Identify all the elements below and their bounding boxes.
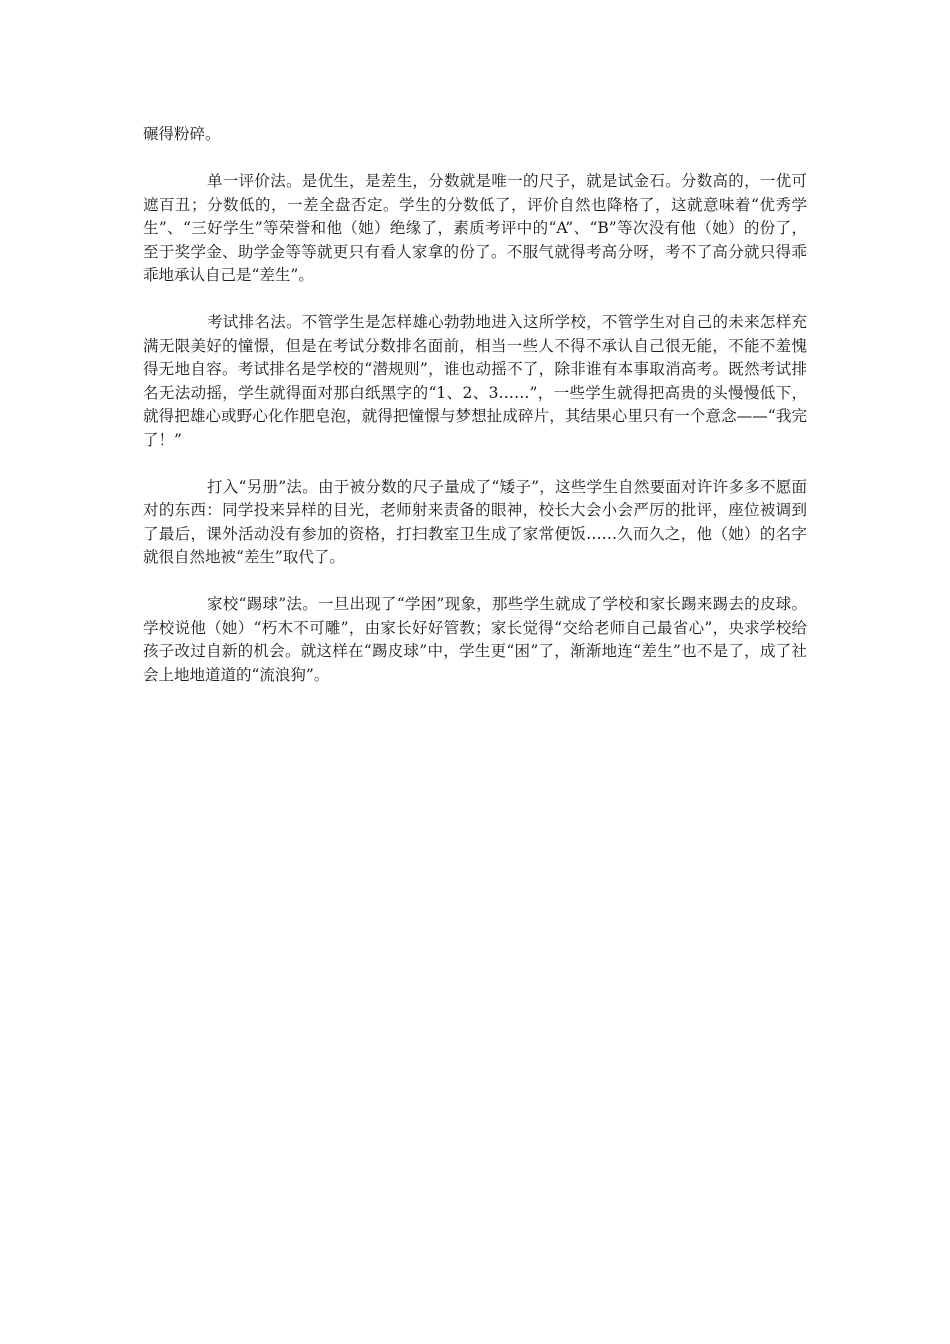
paragraph-single-evaluation: 单一评价法。是优生，是差生，分数就是唯一的尺子，就是试金石。分数高的，一优可遮百丑；分数低的，一差全盘否定。学生的分数低了，评价自然也降格了，这就意味着“优秀学生”、“三好学生”等荣誉和他（她）绝缘了，素质考评中的“A”、“B”等次没有他（她）的份了，至于奖学金、助学金等等就更只有看人家拿的份了。不服气就得考高分呀，考不了高分就只得乖乖地承认自己是“差生”。 [143, 172, 807, 284]
paragraph-kick-ball: 家校“踢球”法。一旦出现了“学困”现象，那些学生就成了学校和家长踢来踢去的皮球。学校说他（她）“朽木不可雕”，由家长好好管教；家长觉得“交给老师自己最省心”，央求学校给孩子改过自新的机会。就这样在“踢皮球”中，学生更“困”了，渐渐地连“差生”也不是了，成了社会上地地道道的“流浪狗”。 [143, 595, 807, 684]
paragraph-continuation: 碾得粉碎。 [143, 125, 221, 143]
paragraph-blacklist: 打入“另册”法。由于被分数的尺子量成了“矮子”，这些学生自然要面对许许多多不愿面对的东西：同学投来异样的目光，老师射来责备的眼神，校长大会小会严厉的批评，座位被调到了最后，课外活动没有参加的资格，打扫教室卫生成了家常便饭……久而久之，他（她）的名字就很自然地被“差生”取代了。 [143, 477, 807, 566]
document-page [143, 123, 807, 711]
paragraph-exam-ranking: 考试排名法。不管学生是怎样雄心勃勃地进入这所学校，不管学生对自己的未来怎样充满无限美好的憧憬，但是在考试分数排名面前，相当一些人不得不承认自己很无能，不能不羞愧得无地自容。考试排名是学校的“潜规则”，谁也动摇不了，除非谁有本事取消高考。既然考试排名无法动摇，学生就得面对那白纸黑字的“1、2、3……”，一些学生就得把高贵的头慢慢低下，就得把雄心或野心化作肥皂泡，就得把憧憬与梦想扯成碎片，其结果心里只有一个意念——“我完了！” [143, 313, 807, 449]
